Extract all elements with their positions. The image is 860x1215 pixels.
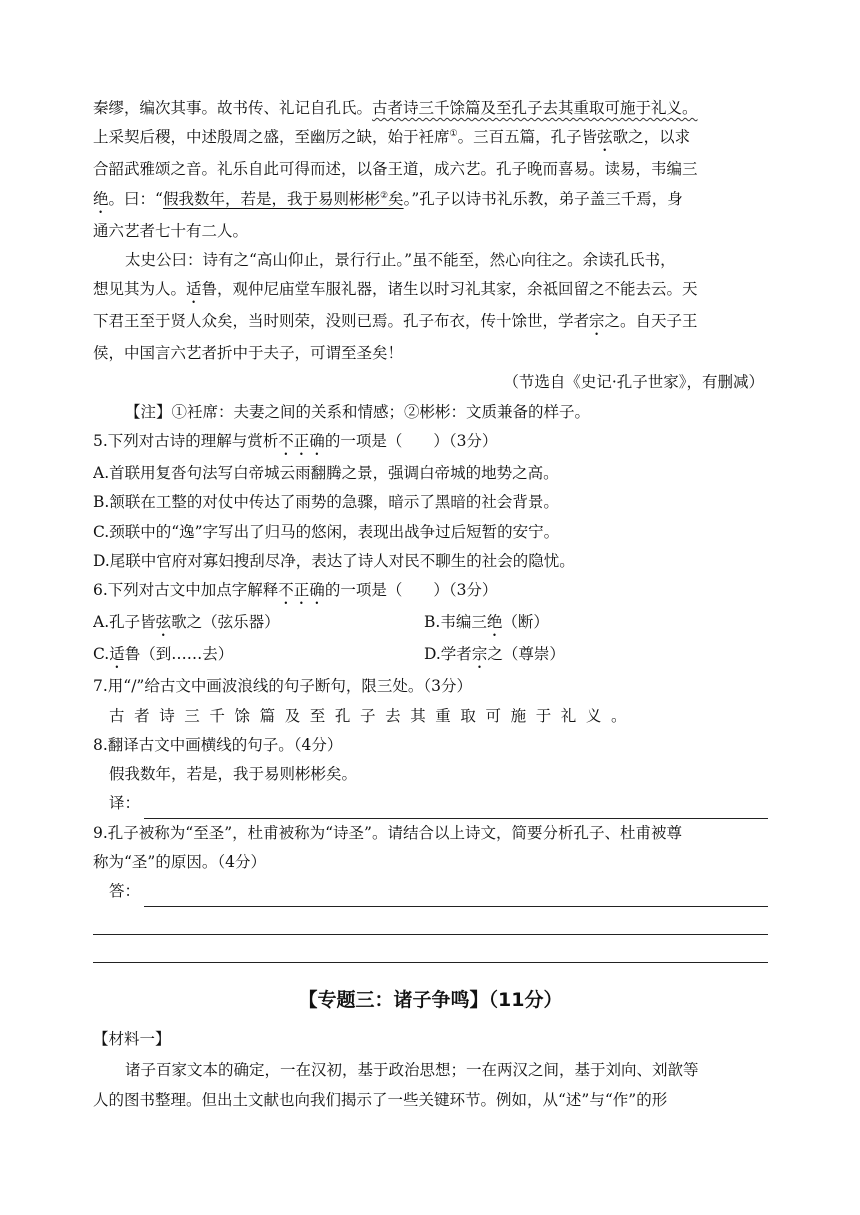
text: 鲁（到……去）	[124, 645, 234, 664]
dotted-char: 宗	[471, 645, 488, 664]
text: 下君王至于贤人众矣，当时则荣，没则已焉。孔子布衣，传十馀世，学者	[93, 312, 590, 331]
question-9-stem: 9.孔子被称为“至圣”，杜甫被称为“诗圣”。请结合以上诗文，简要分析孔子、杜甫被尊	[93, 823, 682, 842]
dotted-char: 适	[186, 280, 202, 299]
text: D.学者	[424, 645, 472, 664]
dotted-char: 适	[109, 645, 125, 664]
underlined-sentence	[163, 190, 404, 208]
answer-label: 答：	[109, 882, 141, 901]
answer-label: 译：	[109, 794, 141, 813]
text: 上采契后稷，中述殷周之盛，至幽厉之缺，始于衽席	[93, 128, 450, 147]
q6-option-c	[93, 640, 424, 672]
text: 的一项是（ ）（3分）	[324, 432, 498, 451]
text: A.孔子皆	[93, 613, 156, 632]
answer-line[interactable]	[93, 935, 768, 963]
passage-line: 通六艺者七十有二人。	[93, 221, 249, 240]
dotted-emphasis: 不正确	[278, 432, 325, 451]
text: 想见其为人。	[93, 280, 187, 299]
q7-sentence: 古者诗三千馀篇及至孔子去其重取可施于礼义。	[109, 706, 637, 725]
text: 。曰：“	[108, 189, 163, 208]
footnote-mark: ①	[449, 129, 458, 140]
text: 。”孔子以诗书礼乐教，弟子盖三千焉，身	[403, 189, 683, 208]
text: 之（尊崇）	[487, 645, 565, 664]
q6-option-d	[424, 640, 565, 672]
dotted-emphasis: 不正确	[278, 581, 325, 600]
footnote: 【注】①衽席：夫妻之间的关系和情感；②彬彬：文质兼备的样子。	[125, 402, 591, 421]
text: 6.下列对古文中加点字解释	[93, 581, 279, 600]
q8-sentence: 假我数年，若是，我于易则彬彬矣。	[109, 765, 358, 784]
q9-answer-row	[93, 877, 768, 906]
section-title: 【专题三：诸子争鸣】（11分）	[298, 988, 563, 1011]
footnote-mark: ②	[379, 190, 389, 201]
q6-option-a	[93, 608, 424, 640]
q6-options-row	[93, 640, 768, 672]
text: 歌之（弦乐器）	[171, 613, 280, 632]
passage-line: 合韶武雅颂之音。礼乐自此可得而述，以备王道，成六艺。孔子晚而喜易。读易，韦编三	[93, 160, 698, 179]
text: 之。自天子王	[604, 312, 698, 331]
passage-line	[93, 123, 768, 155]
q5-option-a: A.首联用复沓句法写白帝城云雨翻腾之景，强调白帝城的地势之高。	[93, 464, 559, 483]
text: B.韦编三	[424, 613, 487, 632]
text: C.	[93, 645, 110, 664]
dotted-char: 绝	[486, 613, 503, 632]
q5-option-b: B.颔联在工整的对仗中传达了雨势的急骤，暗示了黑暗的社会背景。	[93, 493, 559, 512]
text: 假我数年，若是，我于易则彬彬	[162, 189, 380, 208]
answer-line[interactable]	[144, 796, 768, 819]
text: （断）	[502, 613, 549, 632]
q8-answer-row	[93, 789, 768, 818]
passage-line	[93, 94, 768, 123]
text: 5.下列对古诗的理解与赏析	[93, 432, 279, 451]
answer-line[interactable]	[93, 907, 768, 935]
question-7-stem: 7.用“/”给古文中画波浪线的句子断句，限三处。（3分）	[93, 677, 472, 696]
passage-line	[93, 307, 768, 339]
passage-line	[93, 185, 768, 217]
q6-option-b	[424, 608, 549, 640]
question-9-stem-cont: 称为“圣”的原因。（4分）	[93, 853, 266, 872]
material-label: 【材料一】	[93, 1029, 171, 1048]
passage-line	[93, 275, 768, 307]
source-citation: （节选自《史记·孔子世家》，有删减）	[503, 373, 764, 392]
q6-options-row	[93, 608, 768, 640]
passage-line: 太史公曰：诗有之“高山仰止，景行行止。”虽不能至，然心向往之。余读孔氏书，	[125, 250, 676, 269]
material-line: 人的图书整理。但出土文献也向我们揭示了一些关键环节。例如，从“述”与“作”的形	[93, 1090, 668, 1109]
q5-option-c: C.颈联中的“逸”字写出了归马的悠闲，表现出战争过后短暂的安宁。	[93, 522, 560, 541]
question-8-stem: 8.翻译古文中画横线的句子。（4分）	[93, 735, 343, 754]
material-line: 诸子百家文本的确定，一在汉初，基于政治思想；一在两汉之间，基于刘向、刘歆等	[125, 1060, 699, 1079]
text: 矣	[388, 189, 404, 208]
text: 的一项是（ ）（3分）	[324, 581, 498, 600]
text: 歌之，以求	[612, 128, 691, 147]
wavy-underlined-sentence: 古者诗三千馀篇及至孔子去其重取可施于礼义。	[372, 99, 698, 117]
passage-line: 侯，中国言六艺者折中于夫子，可谓至圣矣！	[93, 344, 404, 363]
text: 秦缪，编次其事。故书传、礼记自孔氏。	[93, 99, 373, 117]
question-6-stem	[93, 576, 768, 608]
dotted-char: 弦	[597, 128, 613, 147]
text: 鲁，观仲尼庙堂车服礼器，诸生以时习礼其家，余祗回留之不能去云。天	[201, 280, 698, 299]
q5-option-d: D.尾联中官府对寡妇搜刮尽净，表达了诗人对民不聊生的社会的隐忧。	[93, 551, 575, 570]
dotted-char: 弦	[155, 613, 172, 632]
text: 。三百五篇，孔子皆	[457, 128, 598, 147]
dotted-char: 宗	[589, 312, 605, 331]
answer-line[interactable]	[144, 884, 768, 907]
question-5-stem	[93, 427, 768, 459]
dotted-char: 绝	[93, 189, 109, 208]
